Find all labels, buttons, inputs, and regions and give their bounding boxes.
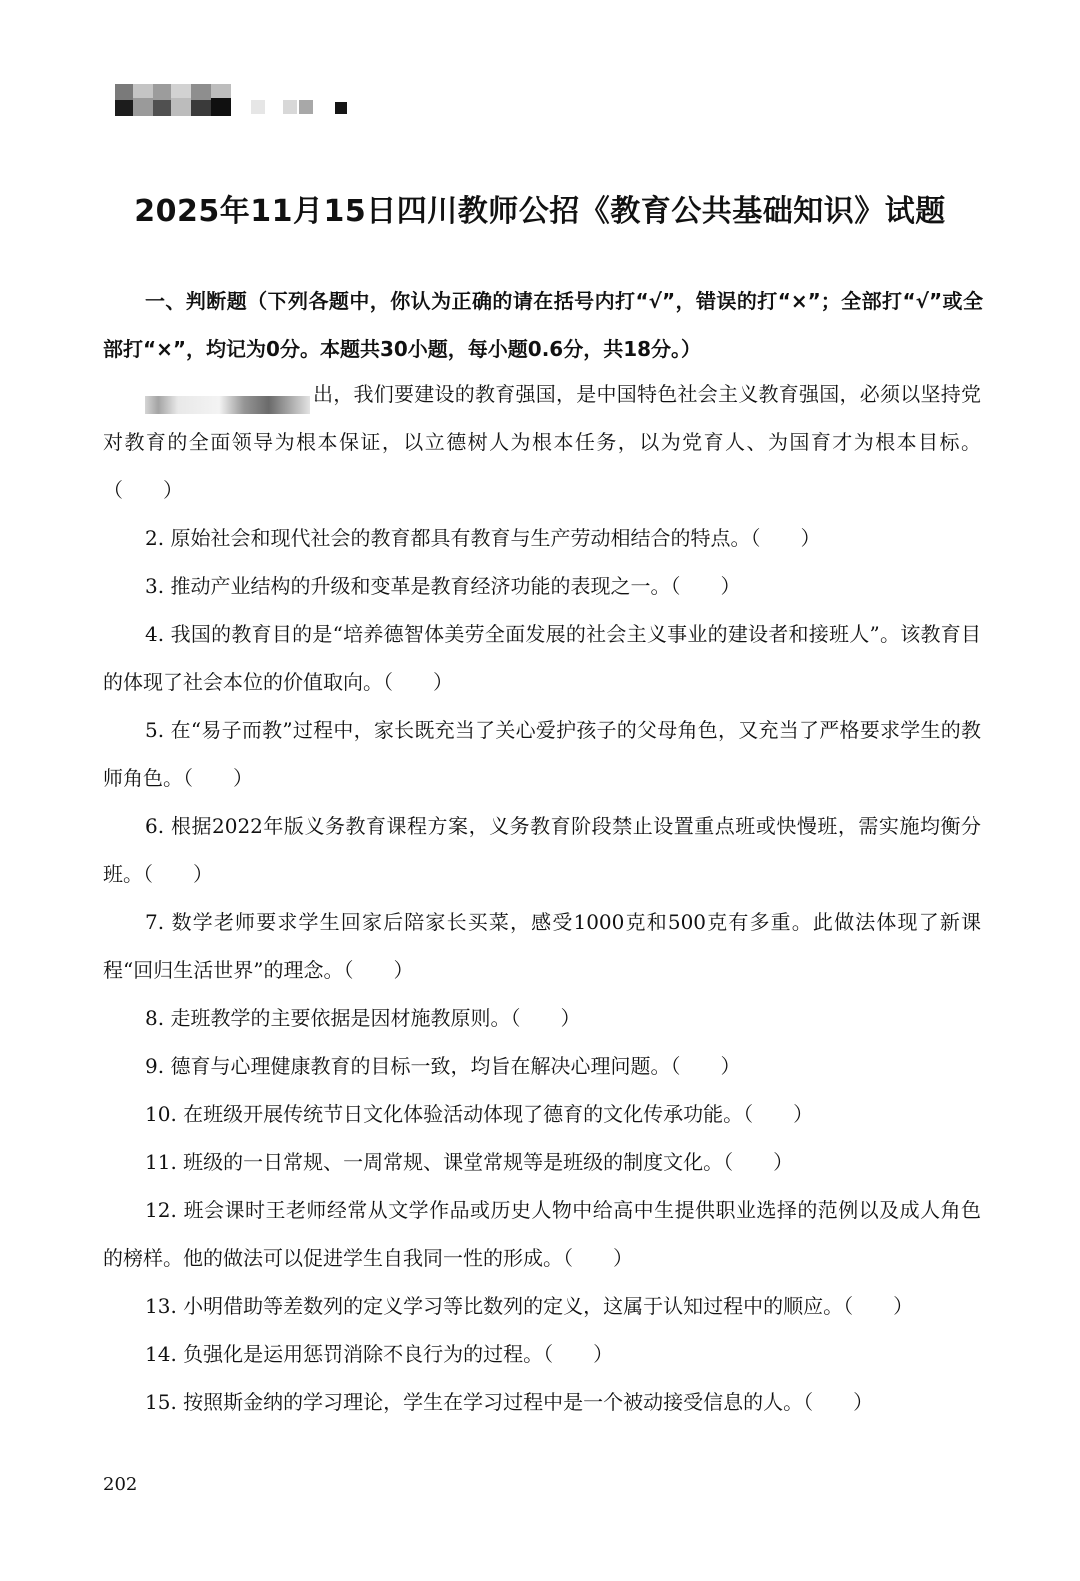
question-2: 2. 原始社会和现代社会的教育都具有教育与生产劳动相结合的特点。（ ） <box>145 526 821 550</box>
question-13: 13. 小明借助等差数列的定义学习等比数列的定义，这属于认知过程中的顺应。（ ） <box>145 1294 914 1318</box>
question-15: 15. 按照斯金纳的学习理论，学生在学习过程中是一个被动接受信息的人。（ ） <box>145 1390 874 1414</box>
question-1: 出，我们要建设的教育强国，是中国特色社会主义教育强国，必须以坚持党对教育的全面领导为根本保证，以立德树人为根本任务，以为党育人、为国育才为根本目标。（ ） <box>103 382 981 502</box>
question-3: 3. 推动产业结构的升级和变革是教育经济功能的表现之一。（ ） <box>145 574 741 598</box>
question-8: 8. 走班教学的主要依据是因材施教原则。（ ） <box>145 1006 581 1030</box>
question-10: 10. 在班级开展传统节日文化体验活动体现了德育的文化传承功能。（ ） <box>145 1102 814 1126</box>
question-4: 4. 我国的教育目的是“培养德智体美劳全面发展的社会主义事业的建设者和接班人”。该教育目的体现了社会本位的价值取向。（ ） <box>103 622 981 694</box>
question-7: 7. 数学老师要求学生回家后陪家长买菜，感受1000克和500克有多重。此做法体现了新课程“回归生活世界”的理念。（ ） <box>103 910 981 982</box>
question-14: 14. 负强化是运用惩罚消除不良行为的过程。（ ） <box>145 1342 614 1366</box>
page-number: 202 <box>103 1474 138 1495</box>
redacted-header-logo <box>115 84 365 116</box>
question-12: 12. 班会课时王老师经常从文学作品或历史人物中给高中生提供职业选择的范例以及成人角色的榜样。他的做法可以促进学生自我同一性的形成。（ ） <box>103 1198 981 1270</box>
exam-title: 2025年11月15日四川教师公招《教育公共基础知识》试题 <box>134 194 946 229</box>
question-5: 5. 在“易子而教”过程中，家长既充当了关心爱护孩子的父母角色，又充当了严格要求学生的教师角色。（ ） <box>103 718 981 790</box>
question-9: 9. 德育与心理健康教育的目标一致，均旨在解决心理问题。（ ） <box>145 1054 741 1078</box>
section-header: 一、判断题（下列各题中，你认为正确的请在括号内打“√”，错误的打“×”；全部打“√”或全部打“×”，均记为0分。本题共30小题，每小题0.6分，共18分。） <box>103 289 983 361</box>
question-11: 11. 班级的一日常规、一周常规、课堂常规等是班级的制度文化。（ ） <box>145 1150 794 1174</box>
question-6: 6. 根据2022年版义务教育课程方案，义务教育阶段禁止设置重点班或快慢班，需实施均衡分班。（ ） <box>103 814 981 886</box>
